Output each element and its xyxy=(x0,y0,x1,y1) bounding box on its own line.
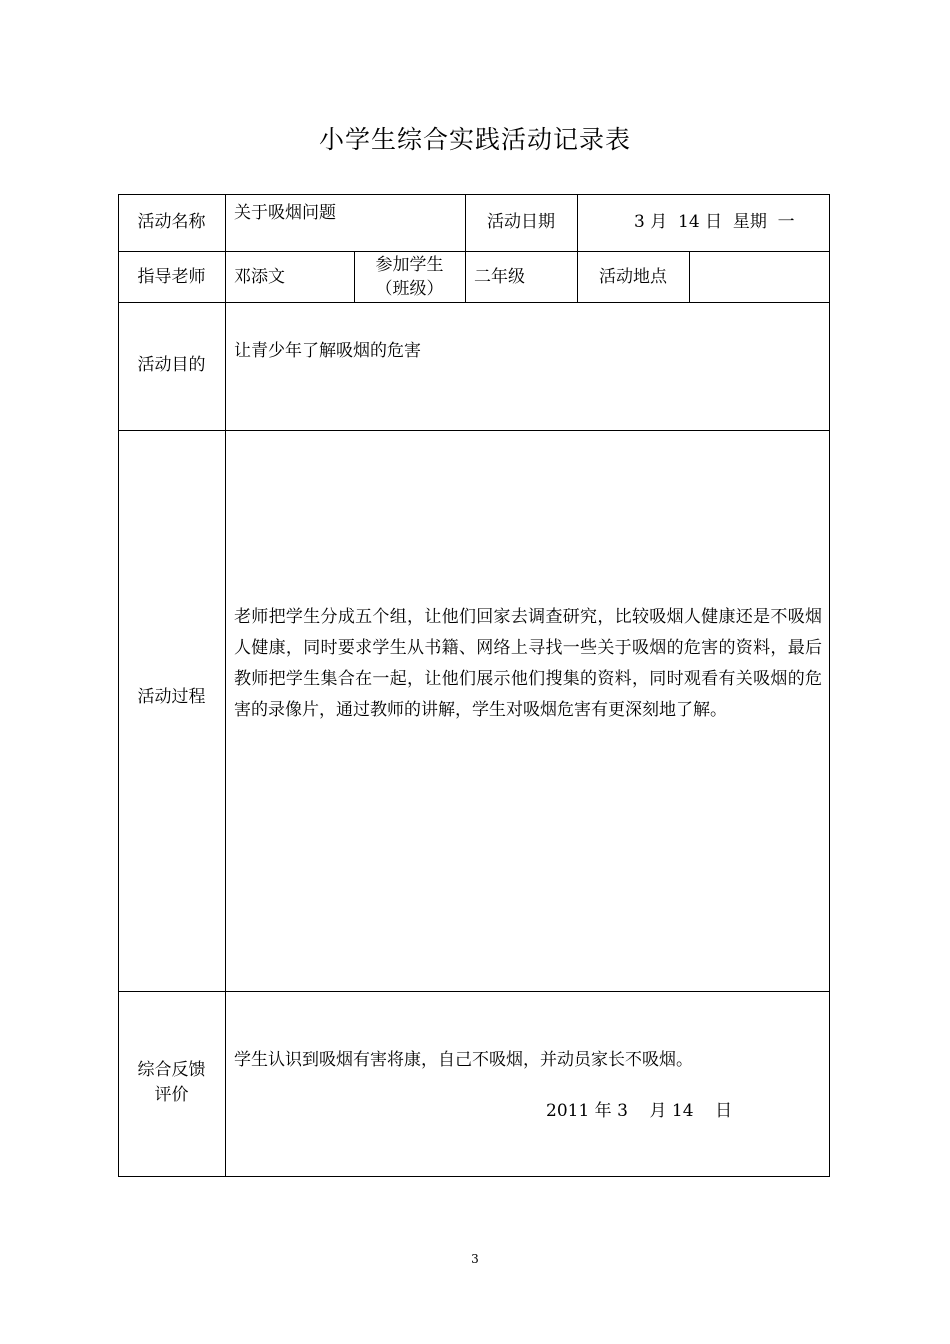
feedback-label-line2: 评价 xyxy=(154,1085,189,1105)
location-label: 活动地点 xyxy=(599,267,667,287)
teacher-label: 指导老师 xyxy=(137,267,206,287)
purpose-label: 活动目的 xyxy=(137,355,206,375)
purpose-value: 让青少年了解吸烟的危害 xyxy=(234,341,421,361)
students-label-line2: （班级） xyxy=(375,279,444,299)
process-label: 活动过程 xyxy=(137,687,206,707)
activity-name-value: 关于吸烟问题 xyxy=(234,203,336,223)
teacher-value: 邓添文 xyxy=(234,267,285,287)
students-value: 二年级 xyxy=(474,267,525,287)
record-form-table xyxy=(118,194,830,1177)
activity-name-label: 活动名称 xyxy=(137,212,206,232)
feedback-label-line1: 综合反馈 xyxy=(137,1060,206,1080)
page-title: 小学生综合实践活动记录表 xyxy=(318,125,631,154)
activity-date-label: 活动日期 xyxy=(487,212,555,232)
process-value: 老师把学生分成五个组，让他们回家去调查研究，比较吸烟人健康还是不吸烟人健康，同时要求学生从书籍、网络上寻找一些关于吸烟的危害的资料，最后教师把学生集合在一起，让他们展示他们搜集的资料，同时观看有关吸烟的危害的录像片，通过教师的讲解，学生对吸烟危害有更深刻地了解。 xyxy=(234,607,822,720)
activity-date-value: 3 月 14 日 星期 一 xyxy=(634,212,795,232)
feedback-date: 2011 年 3 月 14 日 xyxy=(546,1101,733,1121)
students-label-line1: 参加学生 xyxy=(375,255,444,275)
feedback-value: 学生认识到吸烟有害将康，自己不吸烟，并动员家长不吸烟。 xyxy=(234,1050,693,1070)
page-number: 3 xyxy=(471,1252,479,1266)
